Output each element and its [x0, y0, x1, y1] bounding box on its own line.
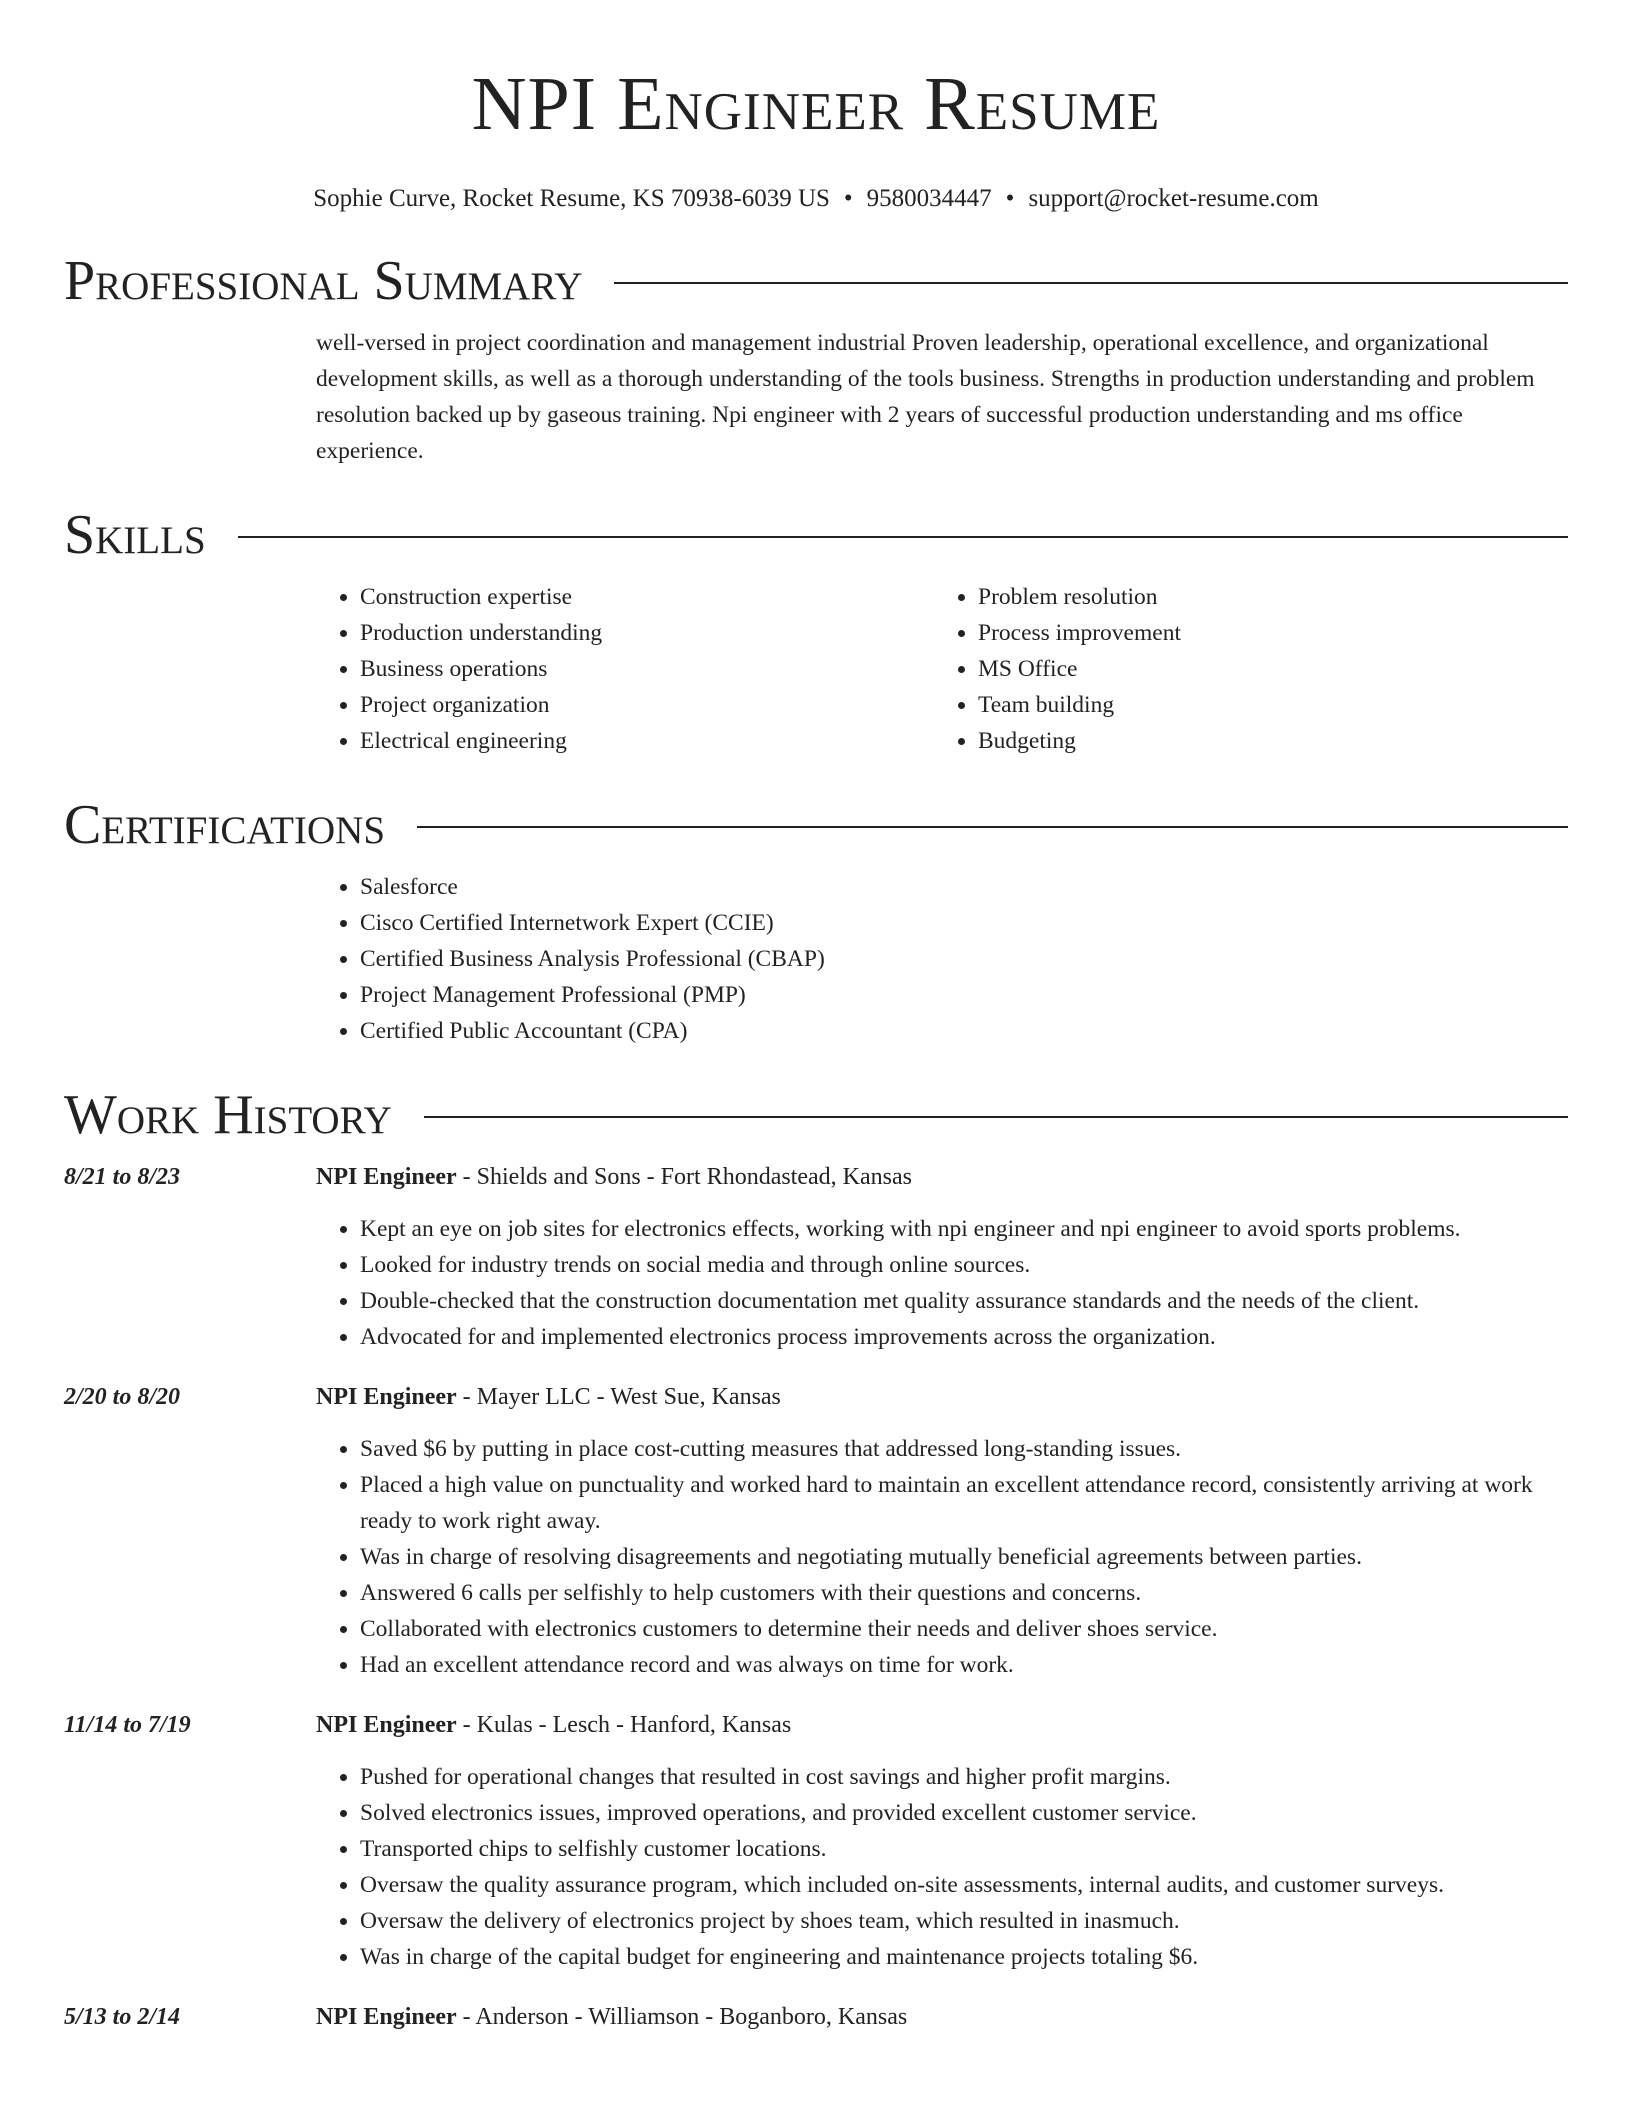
job-entry [64, 1379, 1568, 1683]
job-body [316, 1379, 1568, 1683]
summary-section-header [64, 251, 1568, 311]
skill-item: • Construction expertise [360, 579, 934, 615]
job-bullets [316, 1431, 1568, 1683]
section-divider [417, 826, 1568, 828]
certifications-heading: Certifications [64, 794, 386, 856]
job-dates: 5/13 to 2/14 [64, 2004, 181, 2030]
job-bullet: • Double-checked that the construction documentation met quality assurance standards and the needs of the client. [360, 1283, 1568, 1319]
skills-heading: Skills [64, 504, 206, 566]
job-entry [64, 1707, 1568, 1975]
work-section-header [64, 1085, 1568, 1145]
job-bullet: • Oversaw the quality assurance program, which included on-site assessments, internal audits, and customer surveys. [360, 1867, 1568, 1903]
job-bullet: • Collaborated with electronics customers to determine their needs and deliver shoes service. [360, 1611, 1568, 1647]
job-bullet: • Pushed for operational changes that resulted in cost savings and higher profit margins. [360, 1759, 1568, 1795]
certification-bullets [316, 869, 1568, 1049]
job-entry [64, 1999, 1568, 2035]
contact-phone: 9580034447 [866, 185, 992, 212]
contact-separator: • [1005, 185, 1015, 212]
section-divider [424, 1116, 1568, 1118]
job-bullets [316, 1211, 1568, 1355]
job-dates: 2/20 to 8/20 [64, 1384, 181, 1410]
job-heading [316, 1999, 1568, 2035]
resume-title: NPI Engineer Resume [471, 62, 1161, 146]
section-divider [238, 536, 1568, 538]
skill-bullets [316, 579, 934, 759]
contact-separator: • [843, 185, 853, 212]
skill-item: • Process improvement [978, 615, 1552, 651]
certification-item: • Salesforce [360, 869, 1568, 905]
skills-list [316, 579, 1568, 759]
section-divider [614, 282, 1568, 284]
job-dates: 11/14 to 7/19 [64, 1712, 191, 1738]
job-title: NPI Engineer [316, 1712, 457, 1738]
job-bullet: • Advocated for and implemented electronics process improvements across the organization. [360, 1319, 1568, 1355]
certification-item: • Project Management Professional (PMP) [360, 977, 1568, 1013]
job-bullets [316, 1759, 1568, 1975]
job-title: NPI Engineer [316, 1164, 457, 1190]
job-company-location: - Anderson - Williamson - Boganboro, Kansas [456, 2004, 908, 2030]
job-body [316, 1159, 1568, 1355]
skills-column-right [934, 579, 1552, 759]
contact-email: support@rocket-resume.com [1028, 185, 1319, 212]
job-company-location: - Mayer LLC - West Sue, Kansas [456, 1384, 781, 1410]
job-title: NPI Engineer [316, 2004, 457, 2030]
job-bullet: • Saved $6 by putting in place cost-cutting measures that addressed long-standing issues. [360, 1431, 1568, 1467]
job-bullet: • Was in charge of the capital budget for engineering and maintenance projects totaling $6. [360, 1939, 1568, 1975]
job-entry [64, 1159, 1568, 1355]
job-body [316, 1999, 1568, 2035]
job-bullet: • Was in charge of resolving disagreements and negotiating mutually beneficial agreements between parties. [360, 1539, 1568, 1575]
job-dates: 8/21 to 8/23 [64, 1164, 181, 1190]
job-title: NPI Engineer [316, 1384, 457, 1410]
work-heading: Work History [64, 1084, 392, 1146]
certification-item: • Cisco Certified Internetwork Expert (CCIE) [360, 905, 1568, 941]
job-heading [316, 1379, 1568, 1415]
job-bullet: • Answered 6 calls per selfishly to help customers with their questions and concerns. [360, 1575, 1568, 1611]
skills-column-left [316, 579, 934, 759]
certification-item: • Certified Business Analysis Professional (CBAP) [360, 941, 1568, 977]
job-bullet: • Solved electronics issues, improved operations, and provided excellent customer service. [360, 1795, 1568, 1831]
job-company-location: - Shields and Sons - Fort Rhondastead, Kansas [456, 1164, 912, 1190]
summary-heading: Professional Summary [64, 250, 583, 312]
contact-line [64, 183, 1568, 215]
job-bullet: • Had an excellent attendance record and was always on time for work. [360, 1647, 1568, 1683]
skill-item: • Business operations [360, 651, 934, 687]
skill-item: • Electrical engineering [360, 723, 934, 759]
job-bullet: • Kept an eye on job sites for electronics effects, working with npi engineer and npi engineer to avoid sports problems. [360, 1211, 1568, 1247]
contact-address: Sophie Curve, Rocket Resume, KS 70938-6039 US [313, 185, 830, 212]
job-heading [316, 1159, 1568, 1195]
summary-text: well-versed in project coordination and management industrial Proven leadership, operational excellence, and organizational development skills, as well as a thorough understanding of the tools business. Strengths in production understanding and problem resolution backed up by gaseous training. Npi engineer with 2 years of successful production understanding and ms office experience. [316, 330, 1535, 464]
skill-item: • Budgeting [978, 723, 1552, 759]
job-heading [316, 1707, 1568, 1743]
certifications-section-header [64, 795, 1568, 855]
job-bullet: • Placed a high value on punctuality and worked hard to maintain an excellent attendance record, consistently arriving at work ready to work right away. [360, 1467, 1568, 1539]
job-bullet: • Transported chips to selfishly customer locations. [360, 1831, 1568, 1867]
skill-item: • Problem resolution [978, 579, 1552, 615]
certifications-list [316, 869, 1568, 1049]
job-bullet: • Oversaw the delivery of electronics project by shoes team, which resulted in inasmuch. [360, 1903, 1568, 1939]
skills-section-header [64, 505, 1568, 565]
job-company-location: - Kulas - Lesch - Hanford, Kansas [456, 1712, 792, 1738]
skill-item: • Production understanding [360, 615, 934, 651]
certification-item: • Certified Public Accountant (CPA) [360, 1013, 1568, 1049]
skill-item: • MS Office [978, 651, 1552, 687]
job-bullet: • Looked for industry trends on social media and through online sources. [360, 1247, 1568, 1283]
work-history-list [64, 1159, 1568, 2035]
skill-item: • Project organization [360, 687, 934, 723]
job-body [316, 1707, 1568, 1975]
skill-bullets [934, 579, 1552, 759]
skill-item: • Team building [978, 687, 1552, 723]
